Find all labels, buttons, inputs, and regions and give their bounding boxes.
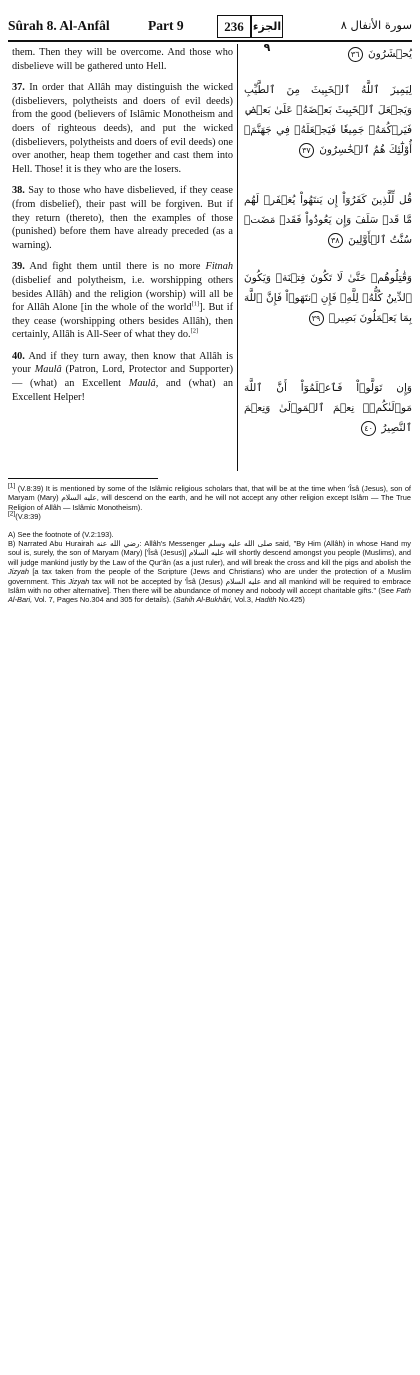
footnote-rule [8,478,158,479]
footnote-text: (V.8:39) [15,512,41,522]
verse-text: And fight them until there is no more [29,261,201,273]
jizyah-term: Jizyah [68,576,90,586]
arabic-verse-39 [244,268,412,334]
arabic-verse-40 [244,378,412,434]
citation-sahih-al-bukhari: Sahih Al-Bukhâri, [175,595,233,605]
citation-fath-al-bari: Fath Al-Bari, [8,586,411,605]
arabic-text: لِيَمِيزَ ٱللَّهُ ٱلۡخَبِيثَ مِنَ ٱلطَّيِّبِ وَيَجۡعَلَ ٱلۡخَبِيثَ بَعۡضَهُۥ عَلَىٰ بَعۡضٖ فَيَرۡكُمَهُۥ جَمِيعٗا فَيَجۡعَلَهُۥ فِي جَهَنَّمَۚ أُوْلَٰٓئِكَ هُمُ ٱلۡخَٰسِرُونَ [244,84,412,156]
verse-37 [12,81,233,176]
footnote-text: A) See the footnote of (V.2:193). [8,529,114,539]
fitnah-term: Fitnah [205,261,233,273]
maula-term: Maulâ [34,364,62,376]
footnote-text: B) Narrated Abu Hurairah رضي الله عنه: Allâh's Messenger صلى الله عليه وسلم said, "By Him (Allâh) in whose Hand my soul is, surely, the son of Maryam (Mary) ['Îsâ (Jesus)] عليه السلام will shortly descend amongst you people (Muslims), and will judge mankind justly by the Law of the Qur'ân (as a just ruler), and will break the cross and kill the pigs and abolish the [8,539,411,567]
footnote-mark: [1] [8,482,16,490]
verse-continuation [12,46,233,73]
verse-text: Say to those who have disbelieved, if they cease (from disbelief), their past will be forgiven. But if they return (thereto), then the examples of those (punished) before them have already preceded (as a warning). [12,185,234,251]
footnote-2b [8,539,411,605]
ayah-number-marker: ٣٦ [348,47,363,62]
footnote-text: (V.8:39) It is mentioned by some of the Islâmic religious scholars that, that will be at the time when 'Îsâ (Jesus), son of Maryam (Mary) عليه السلام, will descend on the earth, and he will not accept any other religion except Islâm — The True Religion of Allâh — Islâmic Monotheism). [8,484,411,512]
arabic-text: وَقَٰتِلُوهُمۡ حَتَّىٰ لَا تَكُونَ فِتۡنَةٞ وَيَكُونَ ٱلدِّينُ كُلُّهُۥ لِلَّهِۚ فَإِنِ ٱنتَهَوۡاْ فَإِنَّ ٱللَّهَ بِمَا يَعۡمَلُونَ بَصِيرٞ [244,272,412,324]
translation-column [12,46,233,404]
arabic-verse-37 [244,80,412,156]
verse-39 [12,260,233,342]
footnote-text: [a tax taken from the people of the Scripture (Jews and Christians) who are under the protection of a Muslim government. This [8,567,412,586]
surah-title: Sûrah 8. Al-Anfâl [8,18,110,33]
hadith-term: Hadith [255,595,277,605]
surah-title-arabic: سورة الأنفال ٨ [340,18,412,32]
footnotes [8,484,411,605]
ayah-number-marker: ٣٩ [309,311,324,326]
footnote-1 [8,484,411,512]
page-number-box [217,15,283,54]
arabic-continuation [244,44,412,74]
footnote-text: Vol. 7, Pages No.304 and 305 for details). ( [34,595,176,605]
footnote-mark: [2] [8,510,16,518]
arabic-text: وَإِن تَوَلَّوۡاْ فَٱعۡلَمُوٓاْ أَنَّ ٱللَّهَ مَوۡلَىٰكُمۡۚ نِعۡمَ ٱلۡمَوۡلَىٰ وَنِعۡمَ ٱلنَّصِيرُ [244,382,412,434]
verse-text: ]. But if they cease (worshipping others besides Allâh), then certainly, Allâh is All-Seer of what they do. [12,302,233,341]
verse-number: 38. [12,185,25,197]
arabic-column [244,44,412,434]
verse-text: (Patron, Lord, Protector and Supporter) — (what) an Excellent [12,364,234,390]
footnote-2a [8,530,411,539]
footnote-text: Vol.3, [234,595,254,605]
arabic-text: يُحۡشَرُونَ [368,48,412,60]
footnote-ref-2[interactable]: [2] [190,327,199,335]
part-label: Part 9 [148,18,184,33]
part-label-arabic: الجزء ٩ [252,20,282,54]
column-divider [237,44,238,471]
verse-text: (disbelief and polytheism, i.e. worshipping others besides Allâh) and the religion (worship) will all be for Allâh Alone [in the whole of the world [12,274,233,314]
footnote-ref-1[interactable]: [1] [191,300,200,308]
verse-text: And if they turn away, then know that Allâh is your [12,350,233,376]
footnote-2 [8,512,411,521]
verse-38 [12,184,233,252]
verse-number: 37. [12,82,25,94]
verse-text: In order that Allâh may distinguish the wicked (disbelievers, polytheists and doers of evil deeds) from the good (believers of Islâmic Monotheism and doers of righteous deeds), and put the wicked (disbelievers, polytheists and doers of evil deeds) one over another, heap them together and cast them into Hell. Those! it is they who are the losers. [12,82,234,175]
continuation-text: them. Then they will be overcome. And those who disbelieve will be gathered unto Hell. [12,47,233,72]
footnote-text: No.425) [278,595,305,605]
verse-number: 40. [12,350,25,362]
ayah-number-marker: ٣٧ [299,143,314,158]
verse-40 [12,350,233,404]
verse-number: 39. [12,261,25,273]
footnote-text: tax will not be accepted by 'Îsâ (Jesus) عليه السلام and all mankind will be required to embrace Islâm with no other alternative]. Then there will be abundance of money and nobody will accept charitable gifts." (See [8,576,411,596]
verse-text: and (what) an Excellent Helper! [12,378,234,403]
maula-term: Maulâ, [128,378,159,390]
page-number: 236 [224,19,244,34]
jizyah-term: Jizyah [8,567,29,577]
arabic-text: قُل لِّلَّذِينَ كَفَرُوٓاْ إِن يَنتَهُواْ يُغۡفَرۡ لَهُم مَّا قَدۡ سَلَفَ وَإِن يَعُودُواْ فَقَدۡ مَضَتۡ سُنَّتُ ٱلۡأَوَّلِينَ [244,194,412,246]
arabic-verse-38 [244,190,412,258]
ayah-number-marker: ٣٨ [328,233,343,248]
ayah-number-marker: ٤٠ [361,421,376,436]
